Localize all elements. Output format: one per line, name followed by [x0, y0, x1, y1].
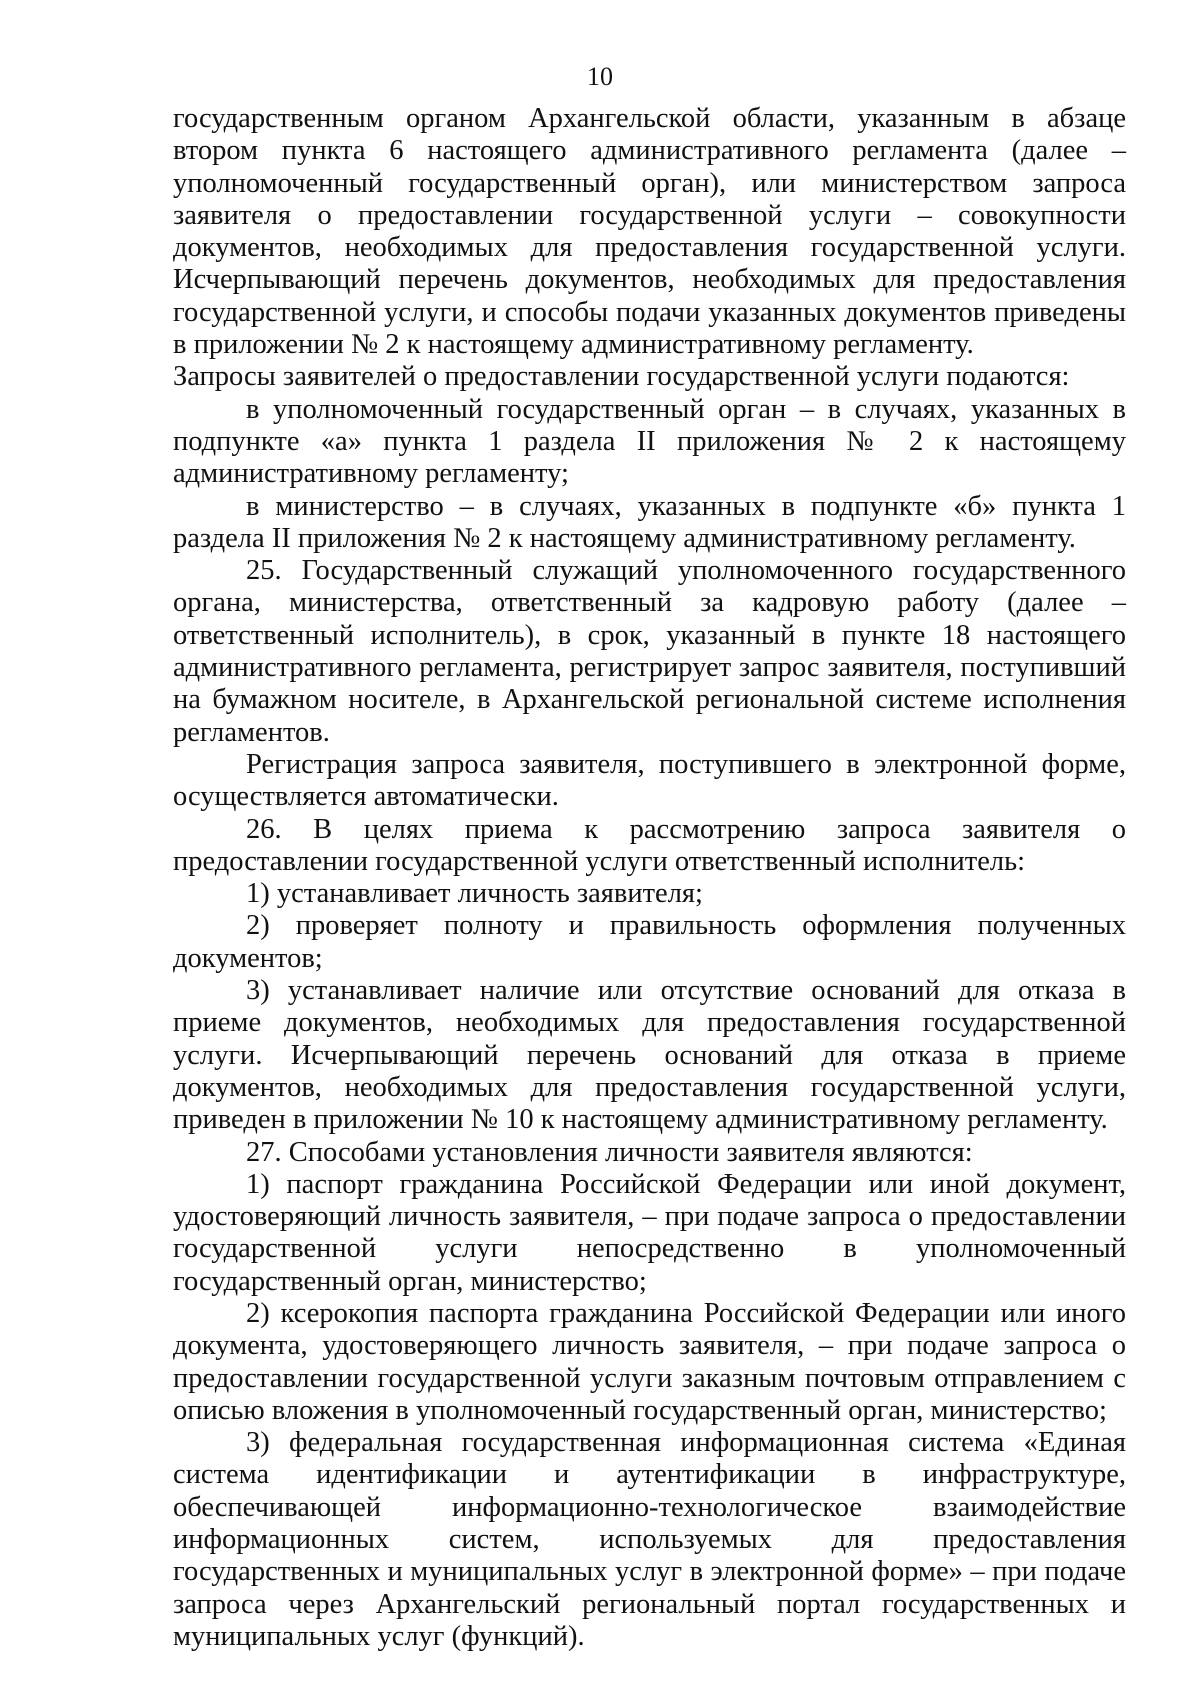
paragraph-item-27: 27. Способами установления личности заявителя являются:: [246, 1136, 973, 1168]
page-number: 10: [587, 62, 613, 91]
document-body: [173, 103, 1126, 1653]
paragraph-intro: государственным органом Архангельской области, указанным в абзаце втором пункта 6 настоящего административного регламента (далее – уполномоченный государственный орган), или министерством запроса заявителя о предоставлении государственной услуги – совокупности документов, необходимых для предоставления государственной услуги. Исчерпывающий перечень документов, необходимых для предоставления государственной услуги, и способы подачи указанных документов приведены в приложении № 2 к настоящему административному регламенту.: [173, 103, 1126, 361]
paragraph-item-26-2: 2) проверяет полноту и правильность оформления полученных документов;: [173, 910, 1126, 974]
paragraph-requests-submitted: Запросы заявителей о предоставлении государственной услуги подаются:: [173, 361, 1070, 393]
paragraph-item-27-2: 2) ксерокопия паспорта гражданина Российской Федерации или иного документа, удостоверяющего личность заявителя, – при подаче запроса о предоставлении государственной услуги заказным почтовым отправлением с описью вложения в уполномоченный государственный орган, министерство;: [173, 1297, 1126, 1426]
paragraph-item-26: 26. В целях приема к рассмотрению запроса заявителя о предоставлении государственной услуги ответственный исполнитель:: [173, 813, 1126, 877]
paragraph-ministry: в министерство – в случаях, указанных в подпункте «б» пункта 1 раздела II приложения № 2 к настоящему административному регламенту.: [173, 490, 1126, 554]
paragraph-electronic-registration: Регистрация запроса заявителя, поступившего в электронной форме, осуществляется автоматически.: [173, 748, 1126, 813]
paragraph-authorized-body: в уполномоченный государственный орган – в случаях, указанных в подпункте «а» пункта 1 раздела II приложения № 2 к настоящему административному регламенту;: [173, 393, 1126, 490]
paragraph-item-27-1: 1) паспорт гражданина Российской Федерации или иной документ, удостоверяющий личность заявителя, – при подаче запроса о предоставлении государственной услуги непосредственно в уполномоченный государственный орган, министерство;: [173, 1168, 1126, 1297]
paragraph-item-26-3: 3) устанавливает наличие или отсутствие оснований для отказа в приеме документов, необходимых для предоставления государственной услуги. Исчерпывающий перечень оснований для отказа в приеме документов, необходимых для предоставления государственной услуги, приведен в приложении № 10 к настоящему административному регламенту.: [173, 975, 1126, 1136]
paragraph-item-27-3: 3) федеральная государственная информационная система «Единая система идентификации и аутентификации в инфраструктуре, обеспечивающей информационно-технологическое взаимодействие информационных систем, используемых для предоставления государственных и муниципальных услуг в электронной форме» – при подаче запроса через Архангельский региональный портал государственных и муниципальных услуг (функций).: [173, 1427, 1126, 1652]
paragraph-item-25: 25. Государственный служащий уполномоченного государственного органа, министерства, ответственный за кадровую работу (далее – ответственный исполнитель), в срок, указанный в пункте 18 настоящего административного регламента, регистрирует запрос заявителя, поступивший на бумажном носителе, в Архангельской региональной системе исполнения регламентов.: [173, 555, 1126, 748]
paragraph-item-26-1: 1) устанавливает личность заявителя;: [246, 878, 703, 910]
